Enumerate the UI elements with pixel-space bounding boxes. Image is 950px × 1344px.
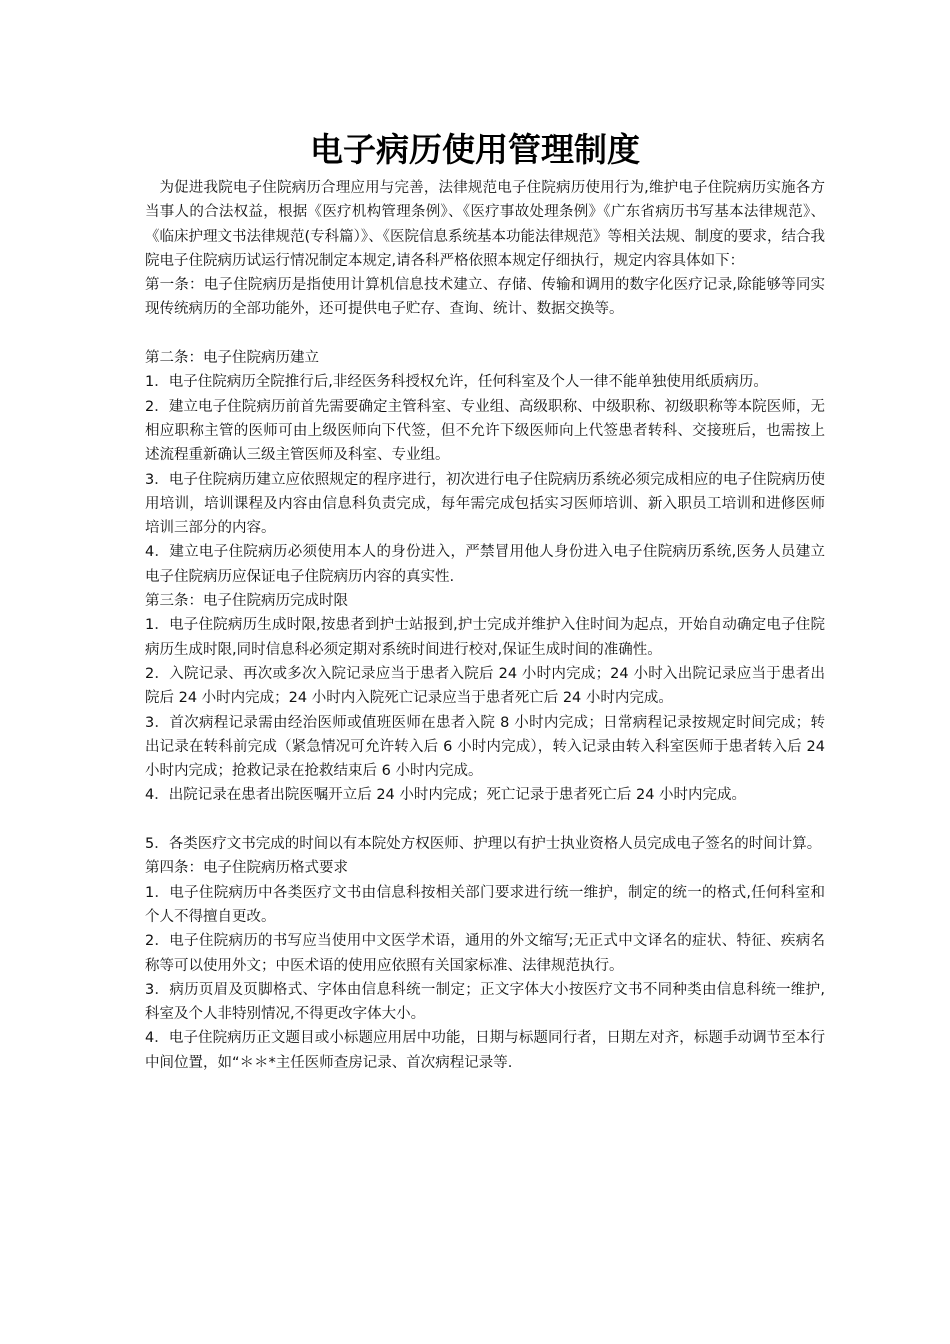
blank-line [145,808,825,832]
article-4-item-1: 1．电子住院病历中各类医疗文书由信息科按相关部门要求进行统一维护，制定的统一的格式,任何科室和个人不得擅自更改。 [145,884,825,925]
document-title: 电子病历使用管理制度 [310,130,640,169]
article-2-item-4: 4．建立电子住院病历必须使用本人的身份进入，严禁冒用他人身份进入电子住院病历系统,医务人员建立电子住院病历应保证电子住院病历内容的真实性. [145,544,825,585]
article-1-paragraph: 第一条：电子住院病历是指使用计算机信息技术建立、存储、传输和调用的数字化医疗记录,除能够等同实现传统病历的全部功能外，还可提供电子贮存、查询、统计、数据交换等。 [145,277,825,318]
blank-line [145,322,825,346]
article-4-item-3: 3．病历页眉及页脚格式、字体由信息科统一制定；正文字体大小按医疗文书不同种类由信息科统一维护,科室及个人非特别情况,不得更改字体大小。 [145,981,825,1023]
article-3-item-2: 2．入院记录、再次或多次入院记录应当于患者入院后 24 小时内完成；24 小时入出院记录应当于患者出院后 24 小时内完成；24 小时内入院死亡记录应当于患者死亡后 24 小时内完成。 [145,665,825,707]
article-2-item-1: 1．电子住院病历全院推行后,非经医务科授权允许，任何科室及个人一律不能单独使用纸质病历。 [145,374,768,391]
intro-paragraph: 为促进我院电子住院病历合理应用与完善，法律规范电子住院病历使用行为,维护电子住院病历实施各方当事人的合法权益，根据《医疗机构管理条例》、《医疗事故处理条例》《广东省病历书写基本法律规范》、《临床护理文书法律规范(专科篇）》、《医院信息系统基本功能法律规范》等相关法规、制度的要求，结合我院电子住院病历试运行情况制定本规定,请各科严格依照本规定仔细执行，规定内容具体如下： [145,180,825,269]
document-body [145,176,825,1075]
article-3-heading: 第三条：电子住院病历完成时限 [145,593,348,610]
article-3-item-4: 4．出院记录在患者出院医嘱开立后 24 小时内完成；死亡记录于患者死亡后 24 小时内完成。 [145,787,747,804]
article-4-heading: 第四条：电子住院病历格式要求 [145,860,348,877]
article-2-item-2: 2．建立电子住院病历前首先需要确定主管科室、专业组、高级职称、中级职称、初级职称等本院医师，无相应职称主管的医师可由上级医师向下代签，但不允许下级医师向上代签患者转科、交接班后，也需按上述流程重新确认三级主管医师及科室、专业组。 [145,398,825,464]
article-3-item-5: 5．各类医疗文书完成的时间以有本院处方权医师、护理以有护士执业资格人员完成电子签名的时间计算。 [145,836,822,853]
article-2-item-3: 3．电子住院病历建立应依照规定的程序进行，初次进行电子住院病历系统必须完成相应的电子住院病历使用培训，培训课程及内容由信息科负责完成，每年需完成包括实习医师培训、新入职员工培训和进修医师培训三部分的内容。 [145,471,825,537]
article-3-item-1: 1．电子住院病历生成时限,按患者到护士站报到,护士完成并维护入住时间为起点，开始自动确定电子住院病历生成时限,同时信息科必须定期对系统时间进行校对,保证生成时间的准确性。 [145,617,825,658]
article-4-item-2: 2．电子住院病历的书写应当使用中文医学术语，通用的外文缩写;无正式中文译名的症状、特征、疾病名称等可以使用外文；中医术语的使用应依照有关国家标准、法律规范执行。 [145,933,825,974]
article-4-item-4: 4．电子住院病历正文题目或小标题应用居中功能，日期与标题同行者，日期左对齐，标题手动调节至本行中间位置，如“＊＊*主任医师查房记录、首次病程记录等. [145,1030,825,1071]
article-3-item-3: 3．首次病程记录需由经治医师或值班医师在患者入院 8 小时内完成；日常病程记录按规定时间完成；转出记录在转科前完成（紧急情况可允许转入后 6 小时内完成），转入记录由转入科室医师于患者转入后 24 小时内完成；抢救记录在抢救结束后 6 小时内完成。 [145,714,825,780]
article-2-heading: 第二条：电子住院病历建立 [145,350,319,367]
